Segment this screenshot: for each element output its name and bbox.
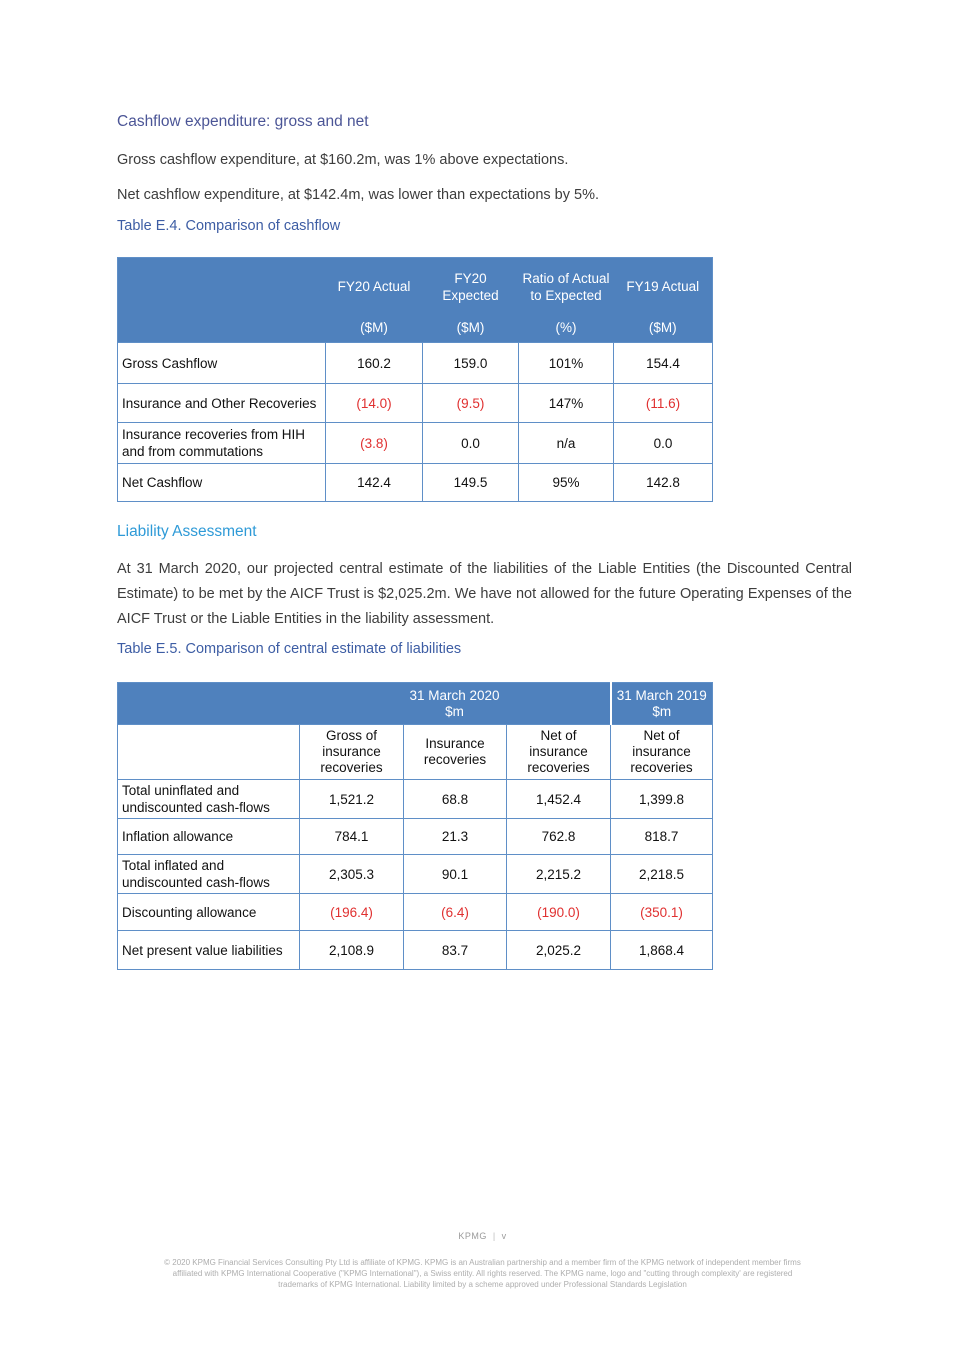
- column-unit: ($M): [360, 320, 388, 335]
- row-label: Net present value liabilities: [118, 931, 300, 970]
- copyright-line: © 2020 KPMG Financial Services Consulting Pty Ltd is affiliate of KPMG. KPMG is an Australian partnership and a member firm of the KPMG network of independent member firms: [164, 1258, 801, 1267]
- group-unit: $m: [652, 703, 672, 719]
- section-heading-cashflow: Cashflow expenditure: gross and net: [117, 113, 369, 130]
- table-row: [118, 780, 713, 819]
- paragraph-gross-cashflow: Gross cashflow expenditure, at $160.2m, was 1% above expectations.: [117, 152, 569, 168]
- footer-page-number: v: [501, 1231, 507, 1241]
- table-cell: 0.0: [423, 423, 519, 464]
- table-e5-sub-blank: [118, 725, 300, 780]
- group-label: 31 March 2020: [409, 687, 500, 703]
- table-cell: (6.4): [404, 894, 507, 931]
- table-row: [118, 855, 713, 894]
- table-e5-group-blank: [118, 683, 300, 725]
- table-e5-central-estimate-of-liabilities: [117, 682, 713, 970]
- table-cell: 68.8: [404, 780, 507, 819]
- table-e4-header-fy20-expected: [423, 258, 519, 343]
- paragraph-net-cashflow: Net cashflow expenditure, at $142.4m, was lower than expectations by 5%.: [117, 187, 599, 203]
- table-e4-header-ratio: [519, 258, 614, 343]
- table-e5-sub-net-2019: Net of insurance recoveries: [611, 725, 713, 780]
- table-cell: (14.0): [326, 384, 423, 423]
- table-cell: 154.4: [614, 343, 713, 384]
- table-cell: 90.1: [404, 855, 507, 894]
- table-cell: 1,868.4: [611, 931, 713, 970]
- section-heading-liability: Liability Assessment: [117, 523, 257, 540]
- row-label: Insurance and Other Recoveries: [118, 384, 326, 423]
- table-e4-header-fy20-actual: [326, 258, 423, 343]
- row-label: Net Cashflow: [118, 464, 326, 502]
- table-e5-sub-net-2020: Net of insurance recoveries: [507, 725, 611, 780]
- table-cell: 2,305.3: [300, 855, 404, 894]
- row-label: Total inflated and undiscounted cash-flows: [118, 855, 300, 894]
- copyright-line: trademarks of KPMG International. Liability limited by a scheme approved under Professional Standards Legislation: [278, 1280, 687, 1289]
- table-cell: 784.1: [300, 819, 404, 855]
- footer-page-mark: [0, 1231, 965, 1241]
- table-cell: 2,218.5: [611, 855, 713, 894]
- table-row: [118, 343, 713, 384]
- column-label: FY20 Expected: [442, 270, 499, 303]
- column-unit: ($M): [648, 320, 677, 335]
- table-e5-group-2019: [611, 683, 713, 725]
- footer-copyright: [0, 1257, 965, 1290]
- footer-brand: KPMG: [458, 1231, 487, 1241]
- table-cell: 818.7: [611, 819, 713, 855]
- table-cell: 0.0: [614, 423, 713, 464]
- table-row: [118, 819, 713, 855]
- row-label: Inflation allowance: [118, 819, 300, 855]
- table-row: [118, 894, 713, 931]
- table-cell: 142.8: [614, 464, 713, 502]
- table-e4-caption: Table E.4. Comparison of cashflow: [117, 218, 341, 234]
- table-e4-header-row: [118, 258, 713, 343]
- group-unit: $m: [445, 703, 464, 719]
- column-unit: (%): [555, 320, 577, 335]
- table-cell: 2,108.9: [300, 931, 404, 970]
- table-cell: (3.8): [326, 423, 423, 464]
- table-row: [118, 931, 713, 970]
- table-e5-group-2020: [300, 683, 611, 725]
- table-cell: (196.4): [300, 894, 404, 931]
- column-unit: ($M): [456, 320, 485, 335]
- column-label: Ratio of Actual to Expected: [522, 270, 610, 303]
- table-cell: 95%: [519, 464, 614, 502]
- table-cell: 1,399.8: [611, 780, 713, 819]
- table-row: [118, 384, 713, 423]
- table-cell: 160.2: [326, 343, 423, 384]
- row-label: Total uninflated and undiscounted cash-flows: [118, 780, 300, 819]
- table-cell: (9.5): [423, 384, 519, 423]
- table-cell: (190.0): [507, 894, 611, 931]
- table-e4-header-fy19-actual: [614, 258, 713, 343]
- row-label: Insurance recoveries from HIH and from commutations: [118, 423, 326, 464]
- table-cell: 762.8: [507, 819, 611, 855]
- table-row: [118, 423, 713, 464]
- table-e5-sub-insurance: Insurance recoveries: [404, 725, 507, 780]
- table-cell: 21.3: [404, 819, 507, 855]
- table-cell: 2,025.2: [507, 931, 611, 970]
- table-e5-sub-header-row: [118, 725, 713, 780]
- table-e4-comparison-of-cashflow: [117, 257, 713, 502]
- table-cell: 147%: [519, 384, 614, 423]
- row-label: Gross Cashflow: [118, 343, 326, 384]
- table-e4-header-blank: [118, 258, 326, 343]
- group-label: 31 March 2019: [616, 687, 707, 703]
- row-label: Discounting allowance: [118, 894, 300, 931]
- table-cell: (350.1): [611, 894, 713, 931]
- table-e5-caption: Table E.5. Comparison of central estimate of liabilities: [117, 641, 462, 657]
- table-cell: (11.6): [614, 384, 713, 423]
- column-label: FY20 Actual: [337, 279, 411, 294]
- table-cell: 149.5: [423, 464, 519, 502]
- table-cell: n/a: [519, 423, 614, 464]
- table-cell: 1,452.4: [507, 780, 611, 819]
- column-label: FY19 Actual: [626, 279, 700, 294]
- table-row: [118, 464, 713, 502]
- copyright-line: affiliated with KPMG International Cooperative ("KPMG International"), a Swiss entity. All rights reserved. The KPMG name, logo and "cutting through complexity' are registered: [172, 1269, 793, 1278]
- paragraph-liability: At 31 March 2020, our projected central estimate of the liabilities of the Liable Entities (the Discounted Central Estimate) to be met by the AICF Trust is $2,025.2m. We have not allowed for the future Operating Expenses of the AICF Trust or the Liable Entities in the liability assessment.: [117, 561, 852, 627]
- table-e5-group-header-row: [118, 683, 713, 725]
- table-e5-sub-gross: Gross of insurance recoveries: [300, 725, 404, 780]
- table-cell: 83.7: [404, 931, 507, 970]
- table-cell: 142.4: [326, 464, 423, 502]
- footer-separator: |: [492, 1231, 496, 1241]
- table-cell: 2,215.2: [507, 855, 611, 894]
- table-cell: 159.0: [423, 343, 519, 384]
- table-cell: 1,521.2: [300, 780, 404, 819]
- table-cell: 101%: [519, 343, 614, 384]
